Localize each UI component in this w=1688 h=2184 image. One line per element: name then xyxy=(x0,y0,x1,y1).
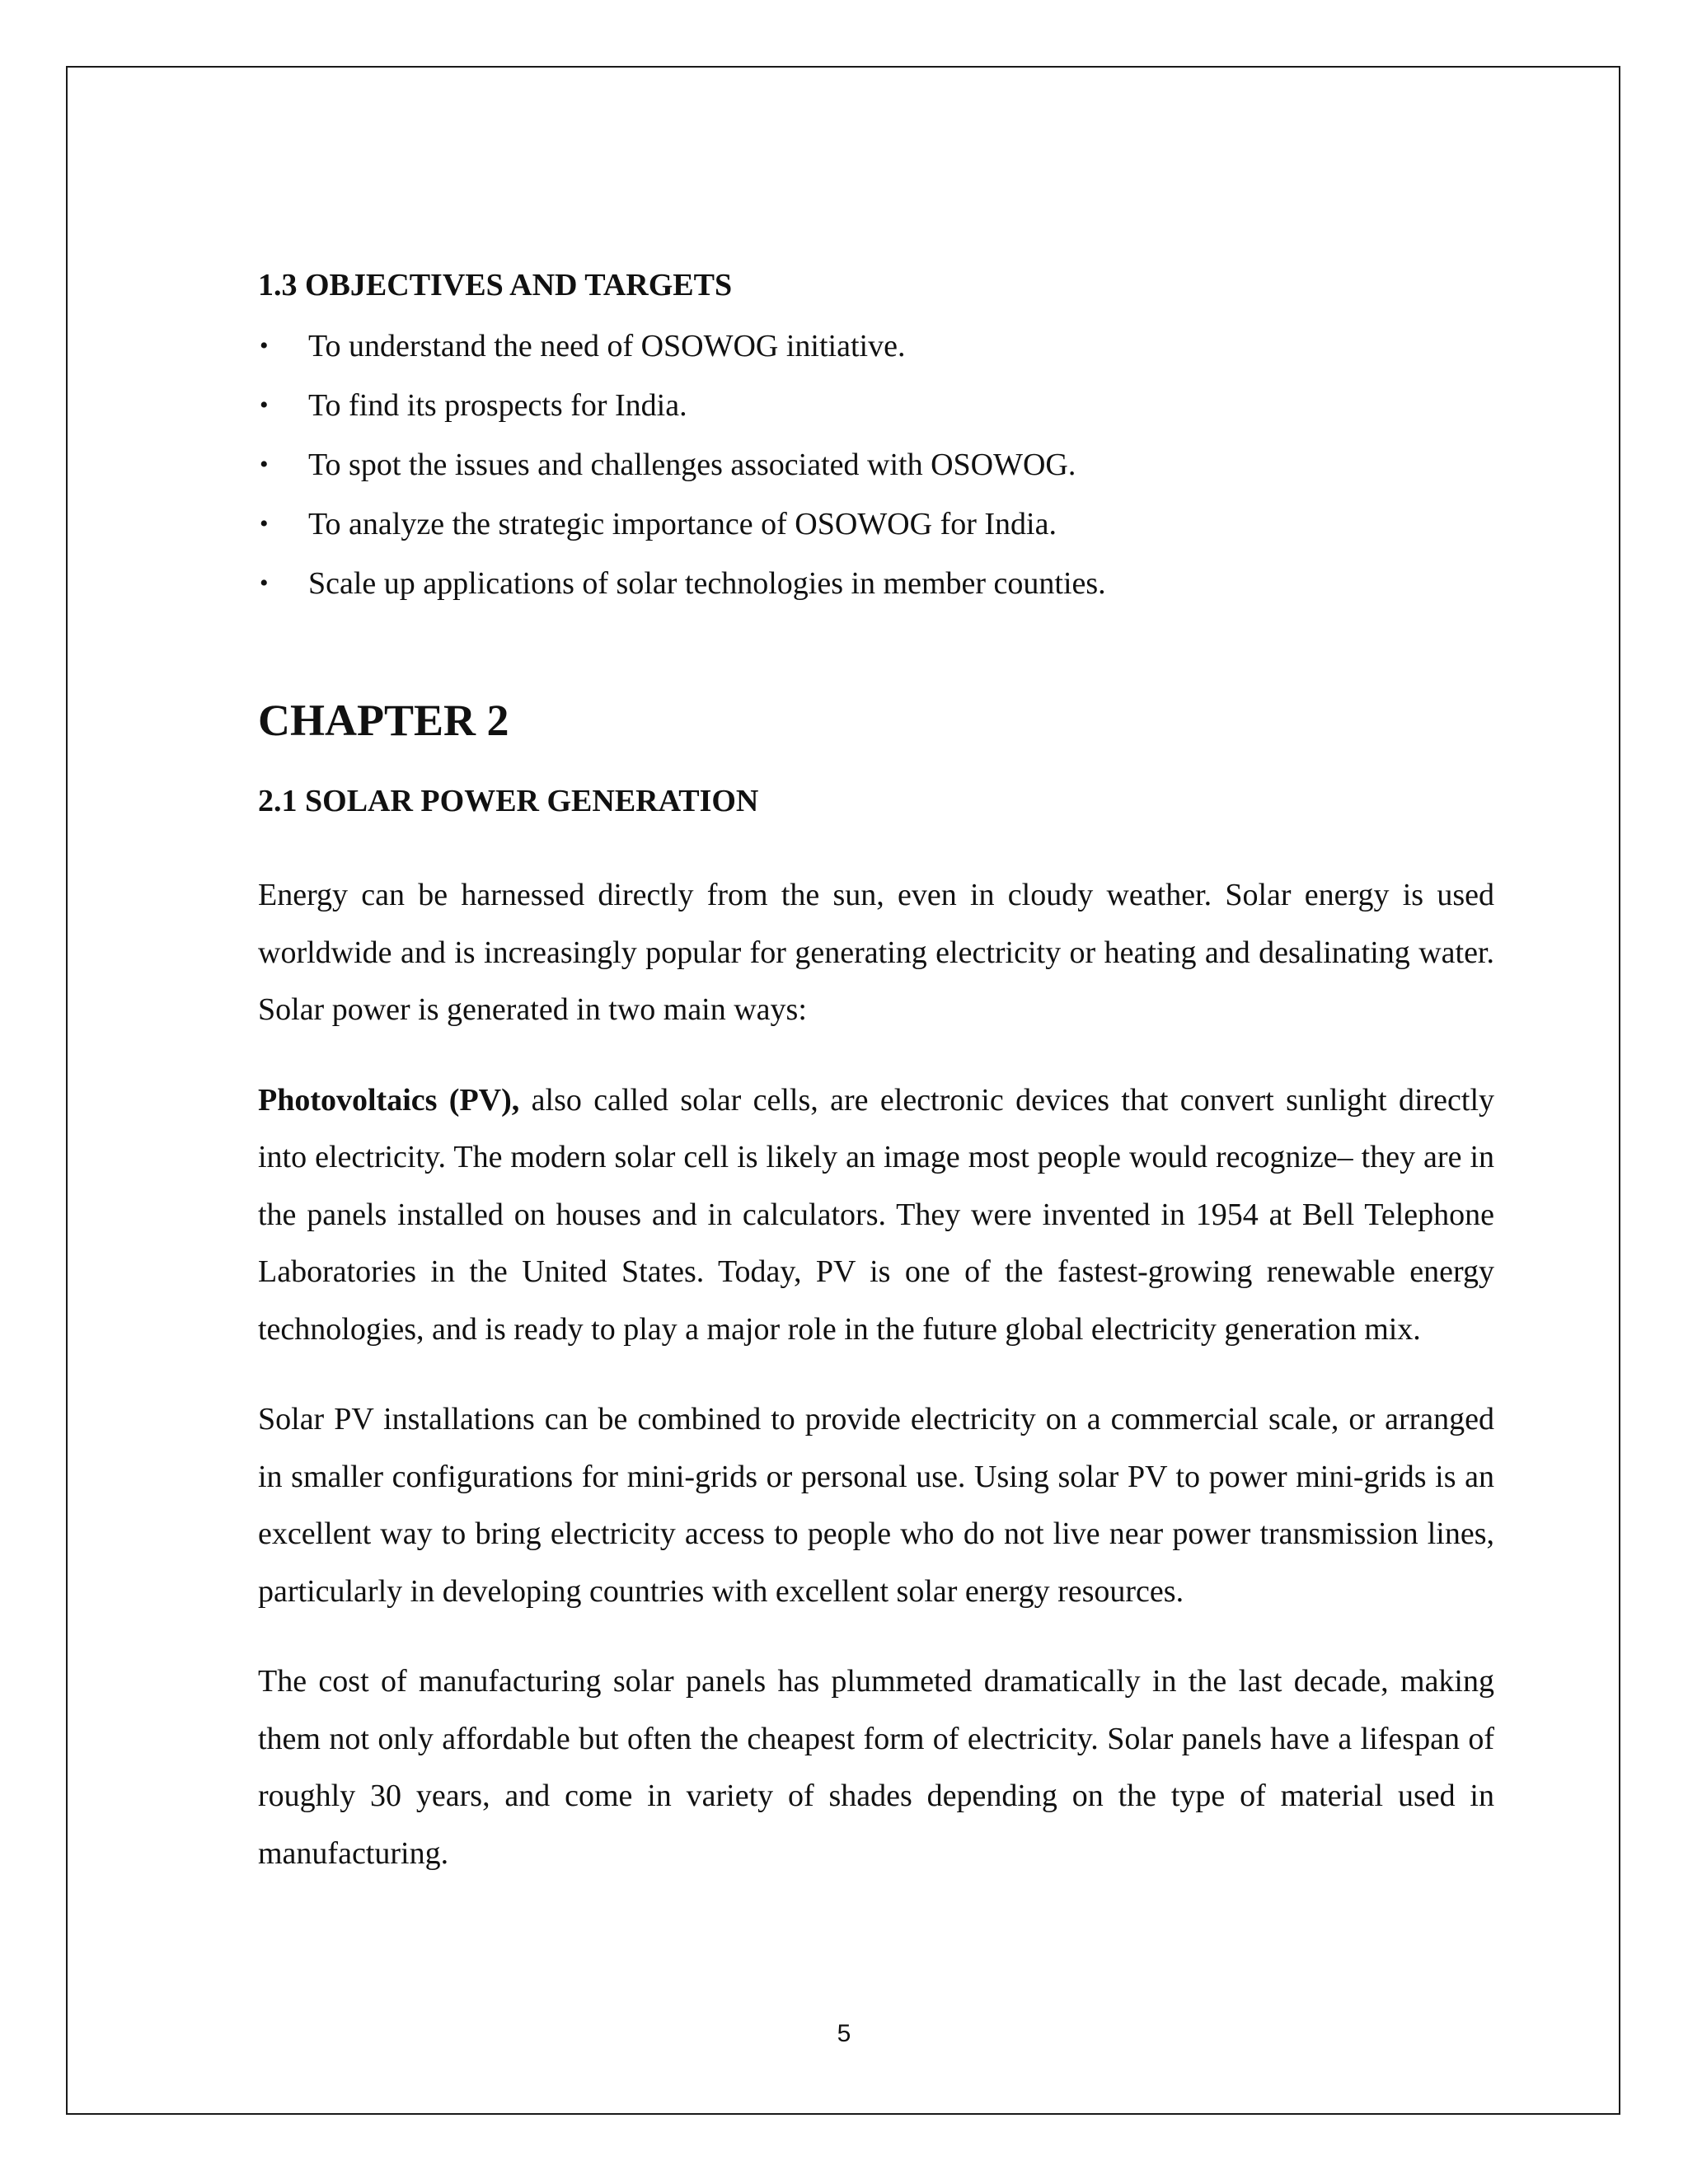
bullet-icon: • xyxy=(260,332,269,359)
paragraph-photovoltaics-text: also called solar cells, are electronic devices that convert sunlight directly into electricity. The modern solar cell is likely an image most people would recognize– they are in the panels installed on houses and in calculators. They were invented in 1954 at Bell Telephone Laboratories in the United States. Today, PV is one of the fastest-growing renewable energy technologies, and is ready to play a major role in the future global electricity generation mix. xyxy=(258,1082,1495,1347)
paragraph-photovoltaics xyxy=(258,1072,1494,1359)
paragraph-installations: Solar PV installations can be combined to provide electricity on a commercial scale, or arranged in smaller configurations for mini-grids or personal use. Using solar PV to power mini-grids is an excellent way to bring electricity access to people who do not live near power transmission lines, particularly in developing countries with excellent solar energy resources. xyxy=(258,1402,1494,1609)
paragraph-cost: The cost of manufacturing solar panels has plummeted dramatically in the last decade, making them not only affordable but often the cheapest form of electricity. Solar panels have a lifespan of roughly 30 years, and come in variety of shades depending on the type of material used in manufacturing. xyxy=(258,1664,1494,1871)
list-item-text: To spot the issues and challenges associated with OSOWOG. xyxy=(308,448,1076,482)
bullet-icon: • xyxy=(260,569,269,597)
objectives-list xyxy=(258,316,1494,613)
bullet-icon: • xyxy=(260,391,269,419)
list-item xyxy=(258,554,1494,613)
section-heading-objectives: 1.3 OBJECTIVES AND TARGETS xyxy=(258,268,733,302)
list-item-text: To analyze the strategic importance of OSOWOG for India. xyxy=(308,507,1057,541)
list-item xyxy=(258,494,1494,554)
page-number: 5 xyxy=(837,2020,851,2047)
bullet-icon: • xyxy=(260,510,269,537)
list-item-text: To find its prospects for India. xyxy=(308,388,687,423)
list-item xyxy=(258,316,1494,376)
list-item xyxy=(258,376,1494,435)
term-photovoltaics: Photovoltaics (PV), xyxy=(258,1082,520,1118)
list-item-text: To understand the need of OSOWOG initiative. xyxy=(308,329,906,363)
list-item xyxy=(258,435,1494,494)
chapter-title: CHAPTER 2 xyxy=(258,696,509,745)
page-content xyxy=(258,264,1494,1882)
bullet-icon: • xyxy=(260,451,269,478)
list-item-text: Scale up applications of solar technologies in member counties. xyxy=(308,566,1106,601)
section-heading-solar-power: 2.1 SOLAR POWER GENERATION xyxy=(258,784,759,818)
paragraph-intro: Energy can be harnessed directly from the sun, even in cloudy weather. Solar energy is used worldwide and is increasingly popular for generating electricity or heating and desalinating water. Solar power is generated in two main ways: xyxy=(258,878,1494,1027)
